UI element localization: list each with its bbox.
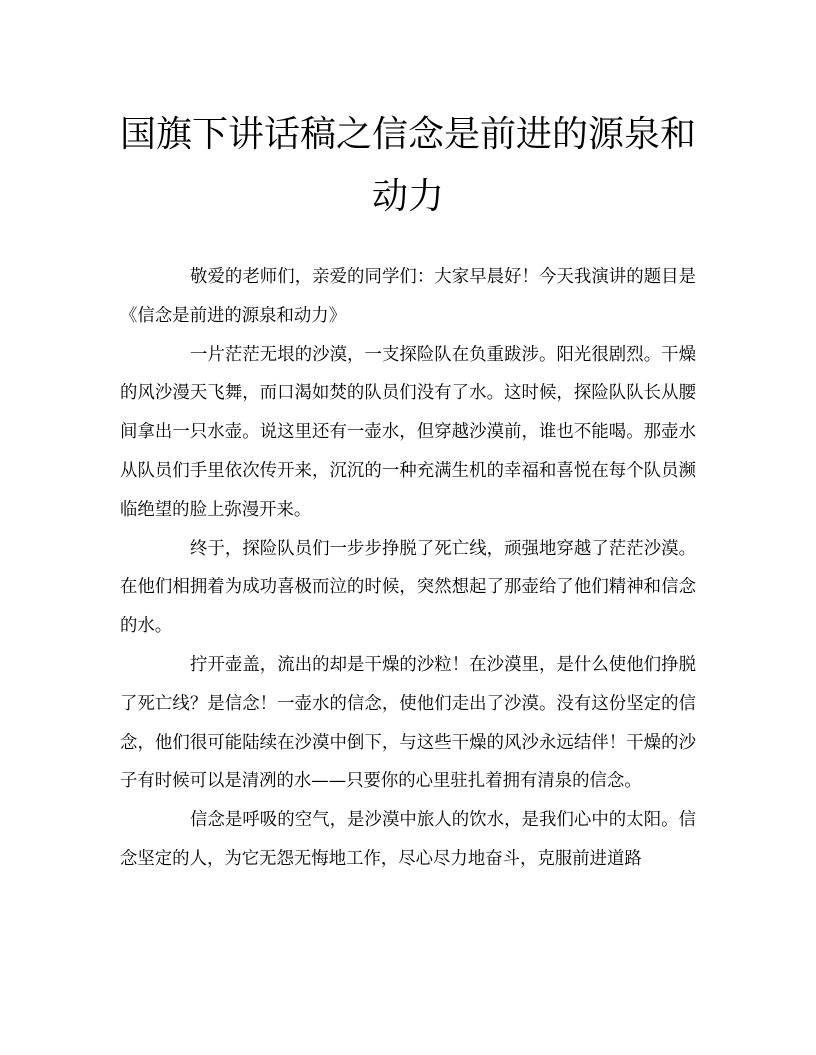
document-body (120, 258, 696, 879)
paragraph-belief: 信念是呼吸的空气，是沙漠中旅人的饮水，是我们心中的太阳。信念坚定的人，为它无怨无悔地工作，尽心尽力地奋斗，克服前进道路 (120, 810, 696, 869)
paragraph-greeting: 敬爱的老师们，亲爱的同学们：大家早晨好！今天我演讲的题目是《信念是前进的源泉和动力》 (120, 267, 696, 326)
paragraph-desert-story: 一片茫茫无垠的沙漠，一支探险队在负重跋涉。阳光很剧烈。干燥的风沙漫天飞舞，而口渴如焚的队员们没有了水。这时候，探险队队长从腰间拿出一只水壶。说这里还有一壶水，但穿越沙漠前，谁也不能喝。那壶水从队员们手里依次传开来，沉沉的一种充满生机的幸福和喜悦在每个队员濒临绝望的脸上弥漫开来。 (120, 344, 696, 520)
document-title: 国旗下讲话稿之信念是前进的源泉和动力 (119, 114, 696, 217)
paragraph-sand-revelation: 拧开壶盖，流出的却是干燥的沙粒！在沙漠里，是什么使他们挣脱了死亡线？是信念！一壶水的信念，使他们走出了沙漠。没有这份坚定的信念，他们很可能陆续在沙漠中倒下，与这些干燥的风沙永远结伴！干燥的沙子有时候可以是清冽的水——只要你的心里驻扎着拥有清泉的信念。 (120, 654, 696, 792)
paragraph-crossing: 终于，探险队员们一步步挣脱了死亡线，顽强地穿越了茫茫沙漠。在他们相拥着为成功喜极而泣的时候，突然想起了那壶给了他们精神和信念的水。 (120, 538, 696, 637)
